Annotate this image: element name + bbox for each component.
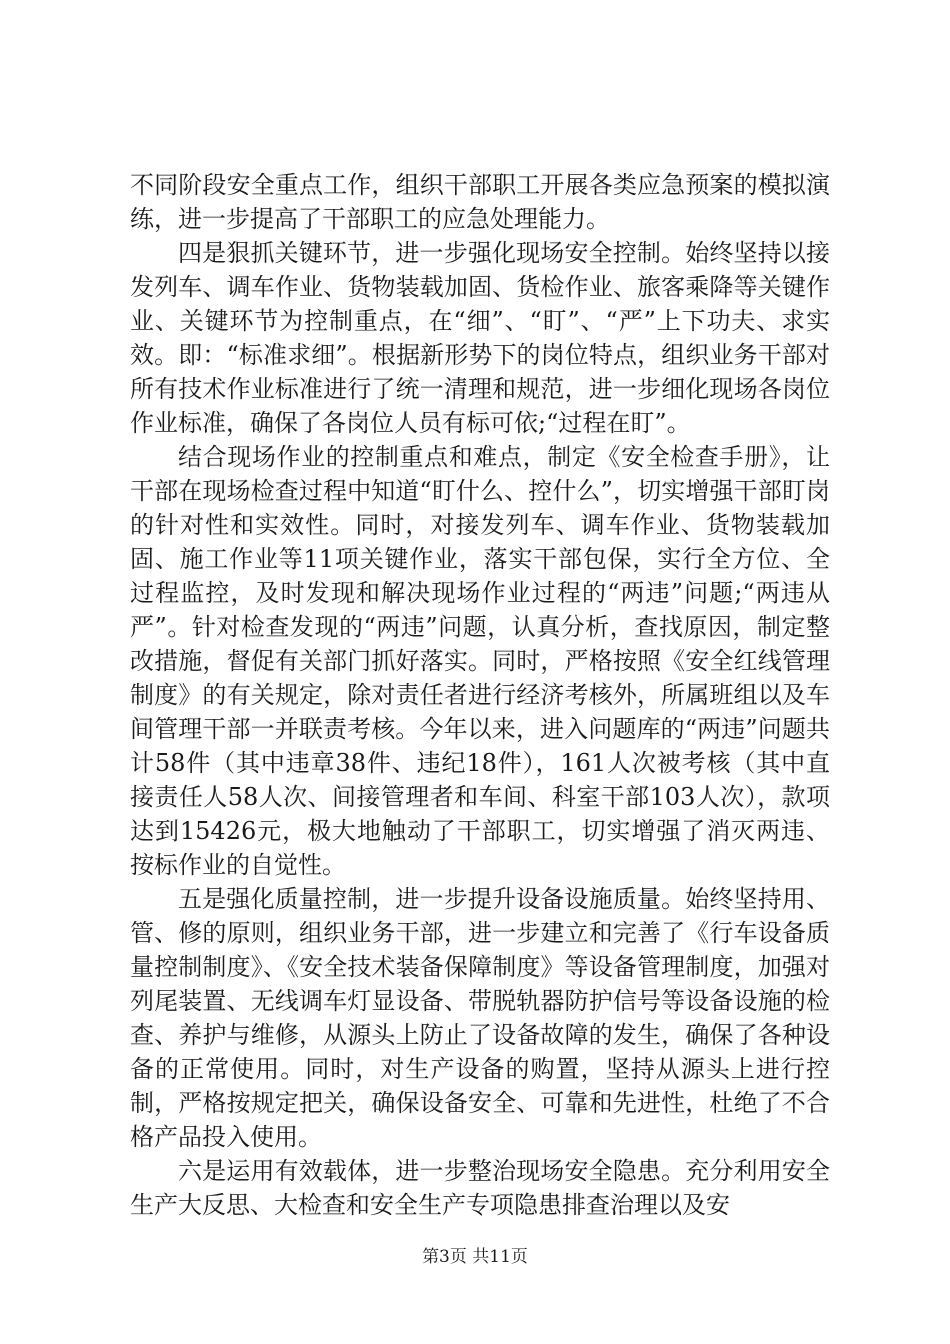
paragraph-3: 结合现场作业的控制重点和难点，制定《安全检查手册》，让干部在现场检查过程中知道“盯什么、控什么”，切实增强干部盯岗的针对性和实效性。同时，对接发列车、调车作业、货物装载加固、施工作业等11项关键作业，落实干部包保，实行全方位、全过程监控，及时发现和解决现场作业过程的“两违”问题;“两违从严”。针对检查发现的“两违”问题，认真分析，查找原因，制定整改措施，督促有关部门抓好落实。同时，严格按照《安全红线管理制度》的有关规定，除对责任者进行经济考核外，所属班组以及车间管理干部一并联责考核。今年以来，进入问题库的“两违”问题共计58件（其中违章38件、违纪18件），161人次被考核（其中直接责任人58人次、间接管理者和车间、科室干部103人次），款项达到15426元，极大地触动了干部职工，切实增强了消灭两违、按标作业的自觉性。 <box>130 443 830 879</box>
paragraph-5: 六是运用有效载体，进一步整治现场安全隐患。充分利用安全生产大反思、大检查和安全生产专项隐患排查治理以及安 <box>130 1157 830 1219</box>
paragraph-4: 五是强化质量控制，进一步提升设备设施质量。始终坚持用、管、修的原则，组织业务干部，进一步建立和完善了《行车设备质量控制制度》、《安全技术装备保障制度》等设备管理制度，加强对列尾装置、无线调车灯显设备、带脱轨器防护信号等设备设施的检查、养护与维修，从源头上防止了设备故障的发生，确保了各种设备的正常使用。同时，对生产设备的购置，坚持从源头上进行控制，严格按规定把关，确保设备安全、可靠和先进性，杜绝了不合格产品投入使用。 <box>130 885 830 1151</box>
document-body <box>130 168 830 1222</box>
paragraph-2: 四是狠抓关键环节，进一步强化现场安全控制。始终坚持以接发列车、调车作业、货物装载加固、货检作业、旅客乘降等关键作业、关键环节为控制重点，在“细”、“盯”、“严”上下功夫、求实效。即：“标准求细”。根据新形势下的岗位特点，组织业务干部对所有技术作业标准进行了统一清理和规范，进一步细化现场各岗位作业标准，确保了各岗位人员有标可依;“过程在盯”。 <box>130 239 830 437</box>
page-footer: 第3页 共11页 <box>422 1247 528 1267</box>
paragraph-1: 不同阶段安全重点工作，组织干部职工开展各类应急预案的模拟演练，进一步提高了干部职工的应急处理能力。 <box>130 171 830 233</box>
